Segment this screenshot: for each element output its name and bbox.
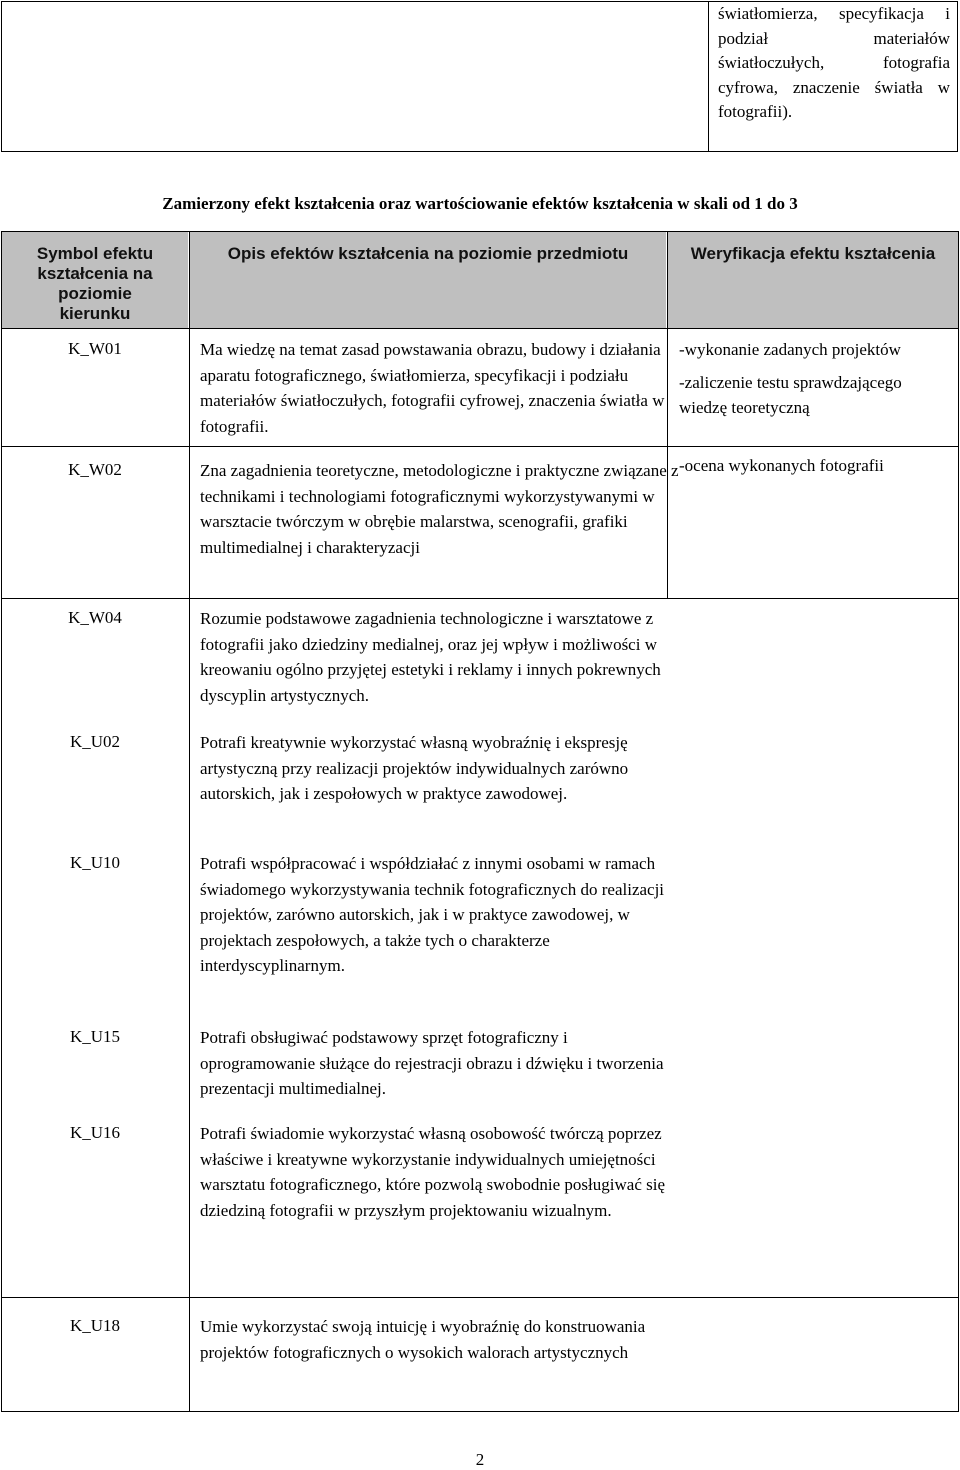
- verification-item: -zaliczenie testu sprawdzającego wiedzę teoretyczną: [679, 373, 902, 417]
- effect-description: Potrafi świadomie wykorzystać własną osobowość twórczą poprzez właściwe i kreatywne wykorzystanie indywidualnych umiejętności warsztatu fotograficznego, które pozwolą swobodnie posługiwać się dziedziną fotografii w przyszłym projektowaniu wizualnym.: [200, 1124, 665, 1220]
- header-opis: Opis efektów kształcenia na poziomie przedmiotu: [227, 244, 629, 263]
- effect-code: K_U16: [69, 1123, 121, 1142]
- effect-description: Potrafi obsługiwać podstawowy sprzęt fotograficzny i oprogramowanie służące do rejestracji obrazu i dźwięku i tworzenia prezentacji multimedialnej.: [200, 1028, 664, 1099]
- effect-description: Rozumie podstawowe zagadnienia technologiczne i warsztatowe z fotografii jako dziedziny medialnej, oraz jej wpływ i możliwości w kreowaniu ogólno przyjętej estetyki i reklamy i innych pokrewnych dyscyplin artystycznych.: [200, 609, 661, 705]
- effect-code: K_U02: [69, 732, 121, 751]
- header-weryfikacja: Weryfikacja efektu kształcenia: [690, 244, 936, 263]
- effect-code: K_U10: [69, 853, 121, 872]
- top-table-divider: [708, 1, 709, 152]
- row-divider-k-u18: [1, 1297, 959, 1298]
- top-cell-text: światłomierza, specyfikacja i podział materiałów światłoczułych, fotografia cyfrowa, znaczenie światła w fotografii).: [718, 4, 950, 121]
- column-divider-1: [189, 231, 190, 1412]
- section-heading: Zamierzony efekt kształcenia oraz wartościowanie efektów kształcenia w skali od 1 do 3: [162, 194, 798, 213]
- effect-code: K_W02: [68, 460, 122, 479]
- verification-item: -ocena wykonanych fotografii: [679, 456, 884, 475]
- effect-code: K_U18: [69, 1316, 121, 1335]
- effect-code: K_W04: [68, 608, 122, 627]
- effect-description: Zna zagadnienia teoretyczne, metodologiczne i praktyczne związane z technikami i technologiami fotograficznymi wykorzystywanymi w warsztacie twórczym w obrębie malarstwa, scenografii, grafiki multimedialnej i charakteryzacji: [200, 461, 679, 557]
- effect-code: K_W01: [68, 339, 122, 358]
- header-bottom-line: [1, 328, 959, 329]
- header-symbol: Symbol efektu kształcenia na poziomie kierunku: [36, 244, 154, 323]
- effect-description: Potrafi kreatywnie wykorzystać własną wyobraźnię i ekspresję artystyczną przy realizacji projektów indywidualnych zarówno autorskich, jak i zespołowych w praktyce zawodowej.: [200, 733, 629, 804]
- row-divider-k-w04: [1, 598, 959, 599]
- effect-description: Ma wiedzę na temat zasad powstawania obrazu, budowy i działania aparatu fotograficznego, światłomierza, specyfikacji i podziału materiałów światłoczułych, fotografii cyfrowej, znaczenia światła w fotografii.: [200, 340, 665, 436]
- effect-code: K_U15: [69, 1027, 121, 1046]
- effect-description: Potrafi współpracować i współdziałać z innymi osobami w ramach świadomego wykorzystywania technik fotograficznych do realizacji projektów, zarówno autorskich, jak i w praktyce zawodowej, w projektach zespołowych, a także tych o charakterze interdyscyplinarnym.: [200, 854, 665, 976]
- page-number: 2: [475, 1450, 485, 1469]
- row-divider-k-w02: [1, 446, 959, 447]
- effect-description: Umie wykorzystać swoją intuicję i wyobraźnię do konstruowania projektów fotograficznych o wysokich walorach artystycznych: [200, 1317, 646, 1362]
- effect-verification: [679, 337, 954, 420]
- effect-verification: [679, 453, 954, 478]
- verification-item: -wykonanie zadanych projektów: [679, 340, 901, 359]
